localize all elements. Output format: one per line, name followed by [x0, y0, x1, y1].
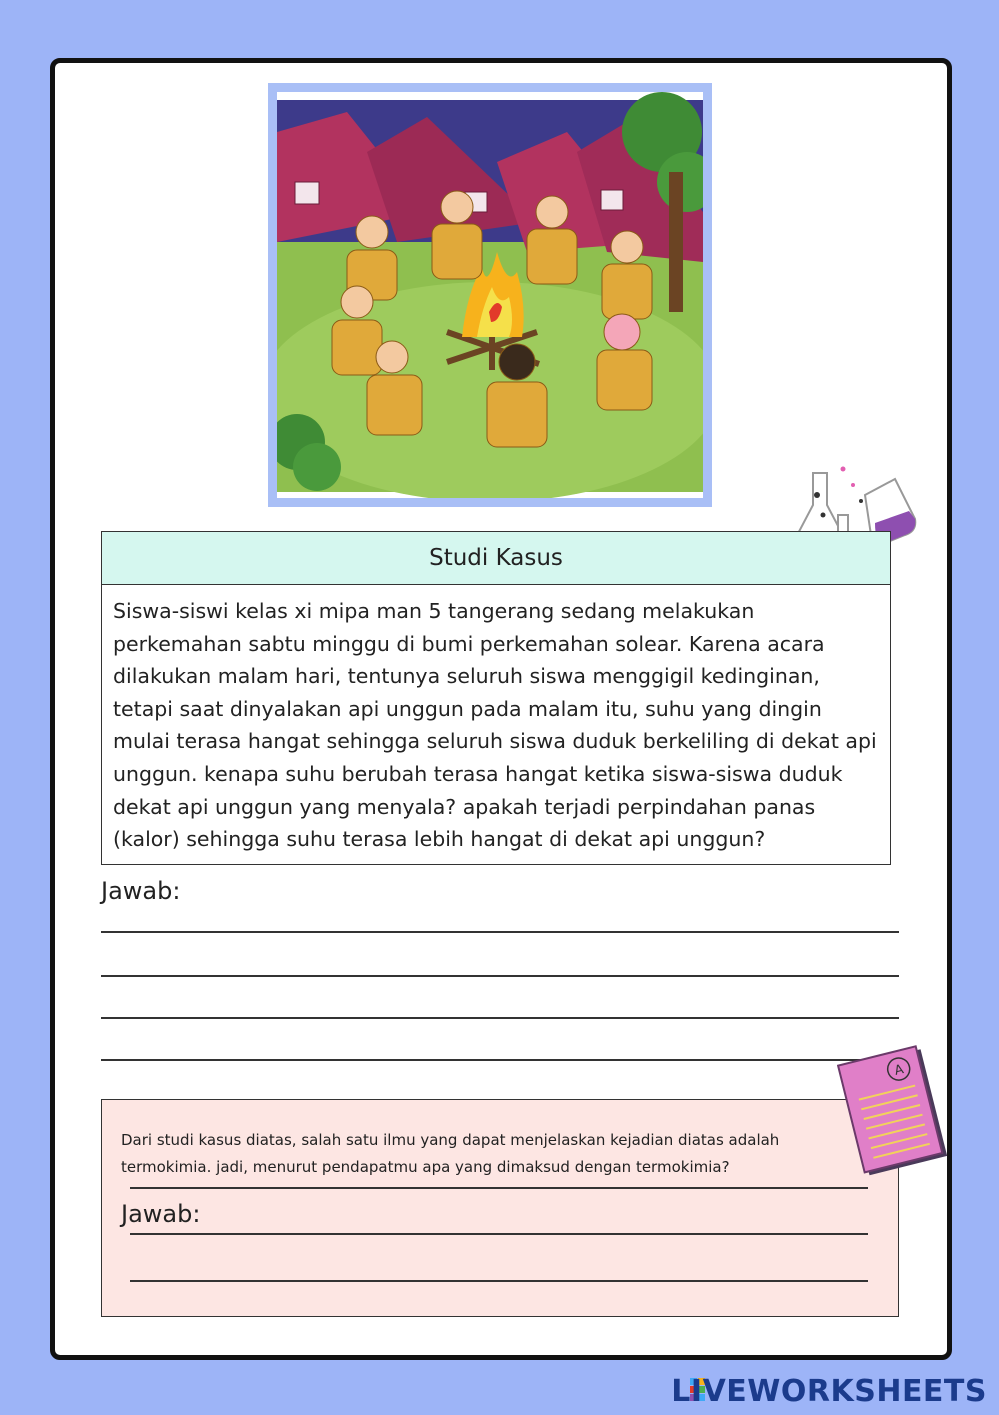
answer-label-1: Jawab:: [101, 877, 181, 905]
answer-line-2[interactable]: [101, 975, 899, 977]
case-study-title: Studi Kasus: [102, 532, 890, 585]
answer-label-2: Jawab:: [121, 1200, 201, 1228]
termokimia-question-text: Dari studi kasus diatas, salah satu ilmu yang dapat menjelaskan kejadian diatas adalah termokimia. jadi, menurut pendapatmu apa yang dimaksud dengan termokimia?: [121, 1131, 780, 1176]
q2-answer-line-1[interactable]: [130, 1233, 868, 1235]
notebook-grade-mark: A: [892, 1062, 906, 1079]
answer-line-4[interactable]: [101, 1059, 861, 1061]
answer-line-3[interactable]: [101, 1017, 899, 1019]
case-study-text: Siswa-siswi kelas xi mipa man 5 tangerang sedang melakukan perkemahan sabtu minggu di bumi perkemahan solear. Karena acara dilakukan malam hari, tentunya seluruh siswa menggigil kedinginan, tetapi saat dinyalakan api unggun pada malam itu, suhu yang dingin mulai terasa hangat sehingga seluruh siswa duduk berkeliling di dekat api unggun. kenapa suhu berubah terasa hangat ketika siswa-siswa duduk dekat api unggun yang menyala? apakah terjadi perpindahan panas (kalor) sehingga suhu terasa lebih hangat di dekat api unggun?: [113, 599, 877, 852]
answer-line-1[interactable]: [101, 931, 899, 933]
liveworksheets-brand[interactable]: LIVEWORKSHEETS: [671, 1374, 987, 1409]
campfire-illustration: [268, 83, 712, 507]
case-study-box: [101, 531, 891, 865]
campfire-scene-icon: [277, 92, 703, 498]
q2-top-line: [130, 1187, 868, 1189]
graded-notebook-icon: [837, 1043, 955, 1181]
q2-answer-line-2[interactable]: [130, 1280, 868, 1282]
worksheet-page: [50, 58, 952, 1360]
termokimia-question-box: [101, 1099, 899, 1317]
